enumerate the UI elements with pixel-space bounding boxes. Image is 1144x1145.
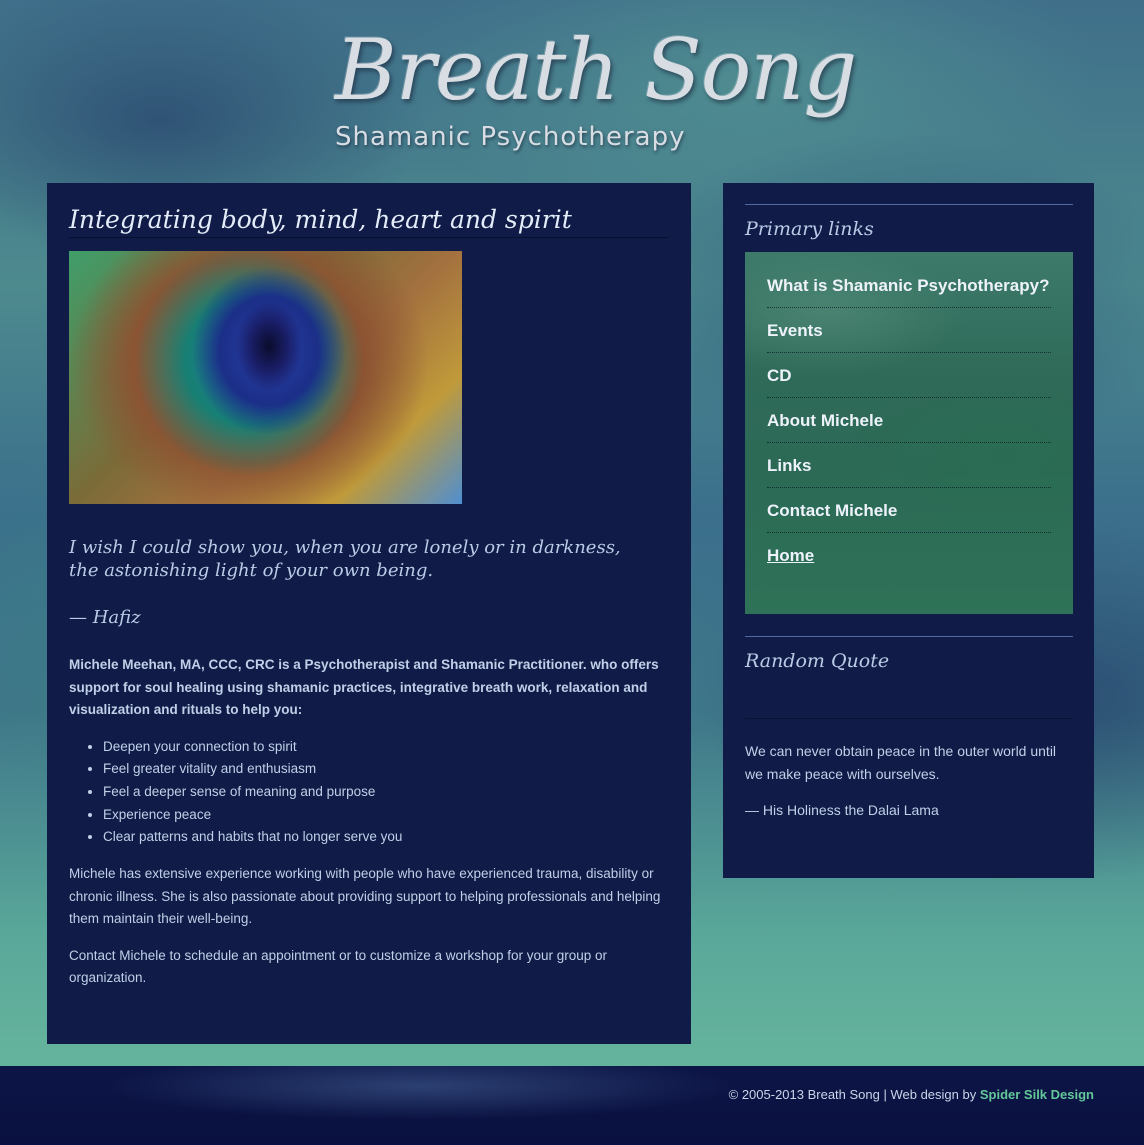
nav-link-contact-michele[interactable]: Contact Michele	[767, 499, 1051, 533]
site-footer	[0, 1066, 1144, 1145]
sidebar-divider	[745, 204, 1073, 205]
footer-copyright	[729, 1086, 1094, 1104]
site-logo-title[interactable]: Breath Song	[335, 21, 857, 119]
nav-link-cd[interactable]: CD	[767, 364, 1051, 398]
nav-link-home[interactable]: Home	[767, 546, 815, 565]
main-content	[47, 183, 691, 1044]
nav-link-about-michele[interactable]: About Michele	[767, 409, 1051, 443]
list-item: • Experience peace	[103, 804, 669, 827]
random-quote-text: We can never obtain peace in the outer world until we make peace with ourselves.	[745, 743, 1057, 782]
site-logo-subtitle: Shamanic Psychotherapy	[335, 122, 686, 152]
random-quote-heading: Random Quote	[745, 650, 890, 672]
experience-paragraph: Michele has extensive experience working with people who have experienced trauma, disability or chronic illness. She is also passionate about providing support to helping professionals and helping them maintain their well-being.	[69, 866, 661, 927]
site-header	[0, 0, 1144, 180]
sidebar	[723, 183, 1094, 878]
sidebar-divider	[745, 636, 1073, 637]
nav-link-events[interactable]: Events	[767, 319, 1051, 353]
random-quote-author: — His Holiness the Dalai Lama	[745, 802, 939, 818]
primary-links-heading: Primary links	[745, 218, 874, 240]
list-item: • Feel a deeper sense of meaning and purpose	[103, 781, 669, 804]
copyright-text: © 2005-2013 Breath Song | Web design by	[728, 1087, 980, 1102]
sidebar-divider	[745, 718, 1073, 719]
quote-line-2: the astonishing light of your own being.	[69, 560, 434, 581]
quote-author: — Hafiz	[69, 607, 141, 628]
quote-line-1: I wish I could show you, when you are lonely or in darkness,	[69, 537, 621, 558]
list-item: • Clear patterns and habits that no longer serve you	[103, 826, 669, 849]
primary-links-nav	[745, 252, 1073, 614]
nav-link-links[interactable]: Links	[767, 454, 1051, 488]
list-item: • Feel greater vitality and enthusiasm	[103, 758, 669, 781]
page-title: Integrating body, mind, heart and spirit	[69, 203, 669, 238]
list-item: • Deepen your connection to spirit	[103, 736, 669, 759]
designer-link[interactable]: Spider Silk Design	[979, 1087, 1094, 1102]
peacock-feather-image	[69, 251, 462, 504]
bio-paragraph: Michele Meehan, MA, CCC, CRC is a Psychotherapist and Shamanic Practitioner. who offers support for soul healing using shamanic practices, integrative breath work, relaxation and visualization and rituals to help you:	[69, 657, 659, 717]
benefits-list	[69, 736, 669, 850]
nav-link-what-is-shamanic-psychotherapy[interactable]: What is Shamanic Psychotherapy?	[767, 274, 1051, 308]
contact-paragraph: Contact Michele to schedule an appointment or to customize a workshop for your group or organization.	[69, 947, 608, 986]
hafiz-quote	[69, 536, 669, 582]
